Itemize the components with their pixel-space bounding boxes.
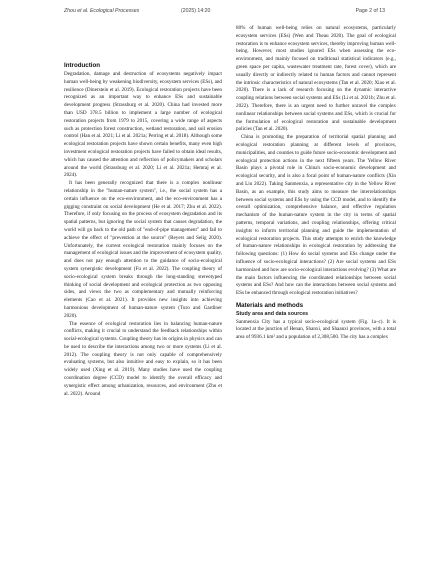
journal-citation: Zhou et al. Ecological Processes [64,8,140,14]
volume-year: (2025) 14:20 [181,8,211,14]
intro-paragraph-5: China is promoting the preparation of territorial spatial planning and ecological restoration planning at different levels of provinces, municipalities, and counties to guide future socio-economic development and ecological protection actions in the next fifteen years. The Yellow River Basin plays a pivotal role in China's socio-economic development and ecological security, and is also a focal point of human-nature conflicts (Xin and Liu 2022). Taking Sanmenxia, a representative city in the Yellow River Basin, as an example, this study aims to measure the interrelationships between social systems and ESs by using the CCD model, and to identify the overall optimization, comprehensive balance, and effective regulation mechanism of the human-nature system in the city in terms of spatial patterns, temporal variations, and coupling relationships, offering critical insights to inform territorial planning and guide the implementation of ecological restoration projects. This study attempts to enrich the knowledge of human-nature relationships in ecological restoration by addressing the following questions: (1) How do social systems and ESs change under the influence of socio-ecological interactions? (2) Are social systems and ESs harmonized and how are socio-ecological interactions evolving? (3) What are the main factors influencing the coordinated relationships between social systems and ESs? And how can the interactions between social systems and ESs be enhanced through ecological restoration initiatives? [236,134,396,297]
right-column [236,25,396,342]
left-column [64,62,222,398]
study-area-subheading: Study area and data sources [236,310,309,317]
page-number: Page 2 of 13 [355,8,385,14]
introduction-heading: Introduction [64,62,101,69]
methods-heading: Materials and methods [236,301,304,309]
running-header [64,8,385,18]
study-area-paragraph: Sanmenxia City has a typical socio-ecological system (Fig. 1a–c). It is located at the junction of Henan, Shanxi, and Shaanxi provinces, with a total area of 9936.1 km² and a population of 2,308,500. The city has a complex [236,318,396,341]
intro-paragraph-3: The essence of ecological restoration lies in balancing human-nature conflicts, making it crucial to understand the feedback relationships within social-ecological systems. Coupling theory has its origins in physics and can be used to describe the interactions among two or more systems (Li et al. 2012). The coupling theory is not only capable of comprehensively evaluating systems, but also intuitive and easy to explain, so it has been widely used (Xing et al. 2019). Many studies have used the coupling coordination degree (CCD) model to identify the overall efficacy and synergistic effect among urbanization, resources, and environment (Zhu et al. 2022). Around [64,320,222,397]
intro-paragraph-1: Degradation, damage and destruction of ecosystems negatively impact human well-being by weakening biodiversity, ecosystem services (ESs), and resilience (Dinerstein et al. 2019). Ecological restoration projects have been recognized as an important way to enhance ESs and sustainable development progress (Strassburg et al. 2020). China had invested more than USD 378.5 billion to implement a large number of ecological restoration projects from 1979 to 2015, covering a wide range of aspects such as protection forest construction, wetland restoration, and soil erosion control (Han et al. 2021; Li et al. 2021a; Perring et al. 2018). Although some ecological restoration projects have shown certain benefits, many even high investment ecological restoration projects have failed to obtain ideal results, which has caused the attention and reflection of policymakers and scholars around the world (Strassburg et al. 2020; Li et al. 2021a; Hemraj et al. 2024). [64,71,222,179]
intro-paragraph-2: It has been generally recognized that there is a complex nonlinear relationship in the "human-nature system", i.e., the social system has a certain influence on the eco-environment, and the eco-environment has a gigging constraint on social development (He et al. 2017; Zhu et al. 2022). Therefore, if only focusing on the process of ecosystem degradation and its spatial patterns, but ignoring the social system that causes degradation, the world will go back to the old path of "end-of-pipe management" and fail to achieve the effect of "prevention at the source" (Reyers and Selig 2020). Unfortunately, the current ecological restoration mainly focuses on the management of ecological issues and the improvement of ecosystem quality, and does not pay enough attention to the guidance of socio-ecological system synergistic development (Fu et al. 2022). The coupling theory of socio-ecological system breaks through the long-standing stereotyped thinking of social development and ecological protection as two opposing sides, and views the two as complementary and mutually reinforcing elements (Cao et al. 2021). It provides new insights into achieving harmonious development of human-nature system (Turo and Gardiner 2020). [64,180,222,319]
intro-paragraph-4: 80% of human well-being relies on natural ecosystems, particularly ecosystem services (ESs) (Wen and Theau 2020). The goal of ecological restoration is to enhance ecosystem services, thereby improving human well-being. However, most studies ignored ESs when assessing the eco-environment, and mainly focused on traditional statistical indicators (e.g., green space per capita, wastewater treatment rate, forest cover), which are usually directly or indirectly related to human factors and cannot represent the intrinsic characteristics of natural ecosystems (Tan et al. 2020; Xiao et al. 2020). There is a lack of research focusing on the dynamic interactive coupling relations between social systems and ESs (Li et al. 2021b; Zhu et al. 2022). Therefore, there is an urgent need to further unravel the complex nonlinear relationships between social systems and ESs, which is crucial for the formulation of ecological restoration and sustainable development policies (Tan et al. 2020). [236,25,396,133]
